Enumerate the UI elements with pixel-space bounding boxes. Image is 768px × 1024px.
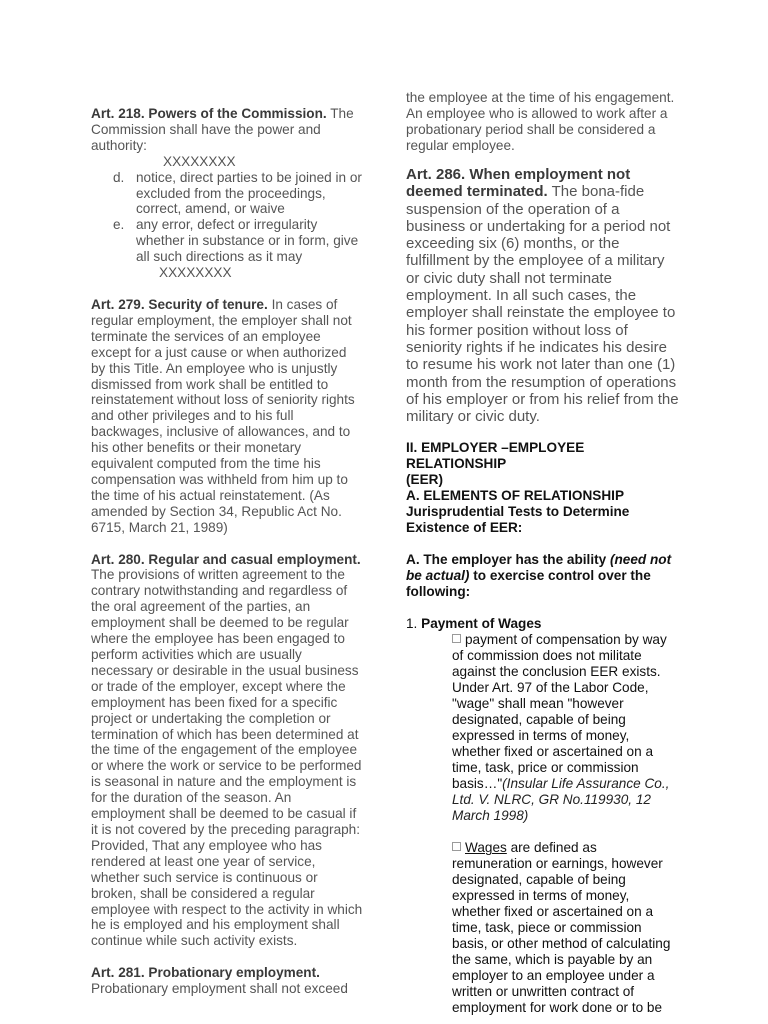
art-280-title: Art. 280. Regular and casual employment. [91,551,361,567]
section-heading-eer: II. EMPLOYER –EMPLOYEE RELATIONSHIP [406,440,585,472]
section-heading-abbrev: (EER) [406,472,444,488]
wages-number: 1. [406,616,418,632]
art-286-body: The bona-fide suspension of the operation of a business or undertaking for a period not exceeding six (6) months, or the fulfillment by the employee of a military or civic duty shall not terminate employment. In all such cases, the employer shall reinstate the employee to his former position without loss of seniority rights if he indicates his desire to resume his work not later than one (1) month from the resumption of operations of his employer or from his relief from the military or civic duty. [406,183,679,426]
art-279-body: In cases of regular employment, the employer shall not terminate the services of an employee except for a just cause or when authorized by this Title. An employee who is unjustly dismissed from work shall be entitled to reinstatement without loss of seniority rights and other privileges and to his full backwages, inclusive of allowances, and to his other benefits or their monetary equivalent computed from the time his compensation was withheld from him up to the time of his actual reinstatement. (As amended by Section 34, Republic Act No. 6715, March 21, 1989) [91,296,355,535]
ellipsis-marker: XXXXXXXX [163,153,236,169]
list-item-text: notice, direct parties to be joined in or excluded from the proceedings, correct, amend, or waive [136,169,362,217]
section-subheading: A. ELEMENTS OF RELATIONSHIP Jurisprudential Tests to Determine Existence of EER: [406,488,630,536]
wages-bullet-2 [406,840,680,1016]
list-item [91,217,363,265]
art-286-title: Art. 286. When employment not deemed terminated. [406,166,631,201]
wages-bullet-1 [406,632,680,824]
art-218-paragraph [91,106,363,154]
control-test-paren: (need not be actual) [406,552,672,584]
square-bullet-icon [452,842,461,851]
art-280-paragraph [91,552,363,950]
wages-bullet-2-text: are defined as remuneration or earnings, however designated, capable of being expressed in terms of money, whether fixed or ascertained on a time, task, piece or commission basis, or other method of calculating the same, which is payable by an employer to an employee under a written or unwritten contract of employment for work done or to be [452,840,671,1016]
art-281-body: Probationary employment shall not exceed [91,981,348,997]
control-test-pre: A. The employer has the ability [406,552,607,568]
art-279-paragraph [91,297,363,536]
right-column [406,90,680,1016]
ellipsis-marker: XXXXXXXX [159,265,232,281]
wages-bullet-1-citation: (Insular Life Assurance Co., Ltd. V. NLRC, GR No.119930, 12 March 1998) [452,776,670,824]
list-marker: e. [113,217,125,233]
art-281-title: Art. 281. Probationary employment. [91,965,320,981]
wages-heading [406,616,680,632]
list-item-text: any error, defect or irregularity whether in substance or in form, give all such directions as it may [136,217,359,265]
art-218-title: Art. 218. Powers of the Commission. [91,106,327,121]
art-279-title: Art. 279. Security of tenure. [91,296,268,312]
wages-bullet-1-text: payment of compensation by way of commission does not militate against the conclusion EER exists. Under Art. 97 of the Labor Code, "wage" shall mean "however designated, capable of being expressed in terms of money, whether fixed or ascertained on a time, task, price or commission basis…" [452,632,667,792]
wages-title: Payment of Wages [421,616,542,632]
list-marker: d. [113,169,125,185]
art-286-paragraph [406,166,680,425]
wages-term: Wages [465,840,507,856]
art-218-body: The Commission shall have the power and authority: [91,106,354,153]
section-heading [406,440,680,536]
square-bullet-icon [452,634,461,643]
continuation-paragraph: the employee at the time of his engagement. An employee who is allowed to work after a probationary period shall be considered a regular employee. [406,90,675,153]
left-column [91,106,363,997]
control-test-post: to exercise control over the following: [406,568,651,600]
control-test-heading [406,552,680,600]
list-item [91,170,363,218]
art-280-body: The provisions of written agreement to the contrary notwithstanding and regardless of the oral agreement of the parties, an employment shall be deemed to be regular where the employee has been engaged to perform activities which are usually necessary or desirable in the usual business or trade of the employer, except where the employment has been fixed for a specific project or undertaking the completion or termination of which has been determined at the time of the engagement of the employee or where the work or service to be performed is seasonal in nature and the employment is for the duration of the season. An employment shall be deemed to be casual if it is not covered by the preceding paragraph: Provided, That any employee who has rendered at least one year of service, whether such service is continuous or broken, shall be considered a regular employee with respect to the activity in which he is employed and his employment shall continue while such activity exists. [91,567,363,949]
art-281-paragraph [91,965,363,997]
